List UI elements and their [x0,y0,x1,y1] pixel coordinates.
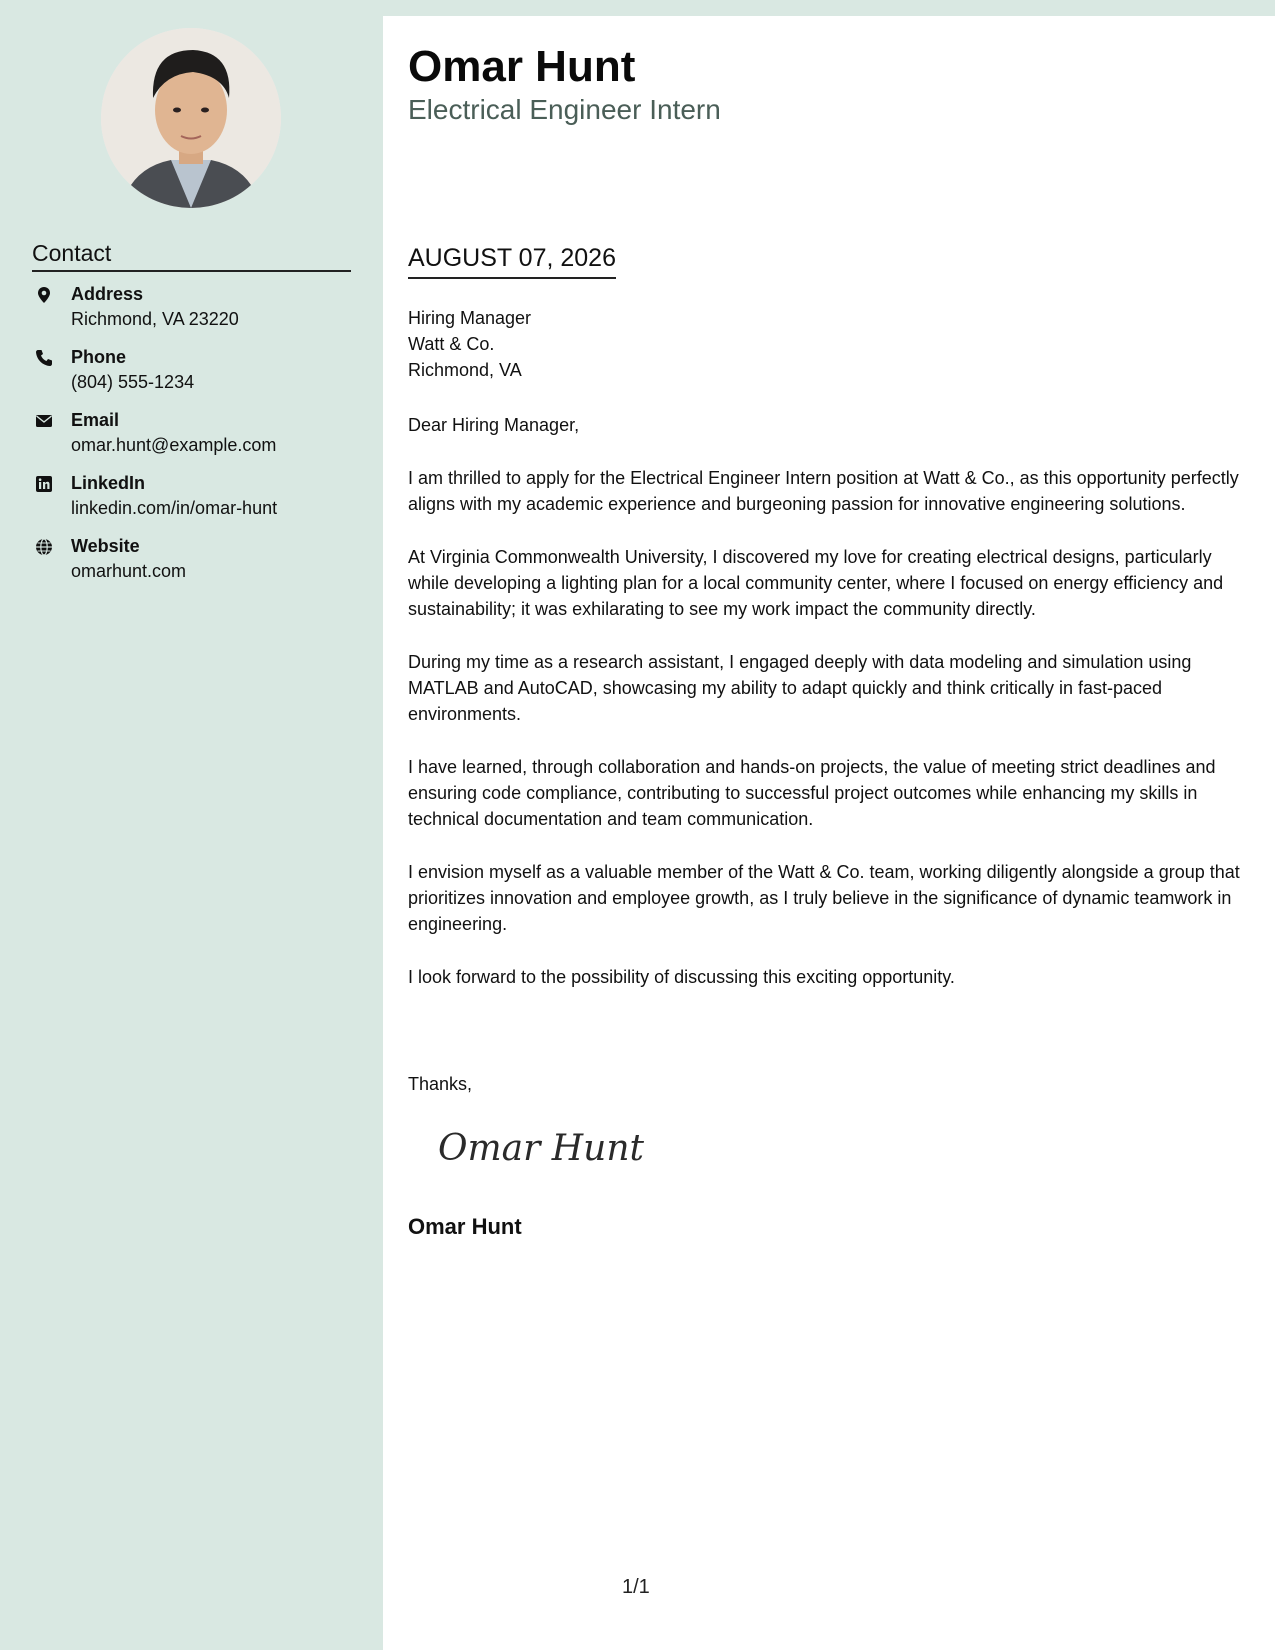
contact-list [32,284,362,599]
greeting: Dear Hiring Manager, [408,415,580,435]
contact-item-website [32,536,362,599]
contact-item-email [32,410,362,473]
recipient-line: Watt & Co. [408,334,495,354]
applicant-name: Omar Hunt [408,42,636,91]
signer-name: Omar Hunt [408,1214,522,1239]
recipient-line: Hiring Manager [408,308,532,328]
contact-label: Email [71,410,120,430]
envelope-icon [35,412,53,430]
body-paragraph: I have learned, through collaboration and hands-on projects, the value of meeting strict deadlines and ensuring code compliance, contributing to successful project outcomes while enhancing my skills in technical documentation and team communication. [408,757,1216,829]
applicant-role: Electrical Engineer Intern [408,94,721,125]
globe-icon [35,538,53,556]
map-pin-icon [35,286,53,304]
body-paragraph: During my time as a research assistant, I engaged deeply with data modeling and simulation using MATLAB and AutoCAD, showcasing my ability to adapt quickly and think critically in fast-paced environments. [408,652,1192,724]
letter-body [408,412,1253,1017]
closing: Thanks, [408,1074,473,1094]
contact-value: linkedin.com/in/omar-hunt [71,498,278,518]
contact-item-phone [32,347,362,410]
contact-value: omar.hunt@example.com [71,435,277,455]
letter-main [383,16,1275,1650]
contact-value: omarhunt.com [71,561,187,581]
body-paragraph: I envision myself as a valuable member of the Watt & Co. team, working diligently alongside a group that prioritizes innovation and employee growth, as I truly believe in the significance of dynamic teamwork in engineering. [408,862,1240,934]
contact-item-linkedin [32,473,362,536]
signature: Omar Hunt [438,1128,644,1169]
letter-date: AUGUST 07, 2026 [408,244,616,279]
body-paragraph: I look forward to the possibility of discussing this exciting opportunity. [408,967,955,987]
contact-label: Phone [71,347,127,367]
body-paragraph: At Virginia Commonwealth University, I discovered my love for creating electrical designs, particularly while developing a lighting plan for a local community center, where I focused on energy efficiency and sustainability; it was exhilarating to see my work impact the community directly. [408,547,1224,619]
contact-label: LinkedIn [71,473,146,493]
sidebar [0,0,383,1650]
phone-icon [35,349,53,367]
recipient-line: Richmond, VA [408,360,522,380]
profile-photo [101,28,281,208]
contact-label: Address [71,284,144,304]
page-number: 1/1 [622,1576,650,1598]
contact-label: Website [71,536,140,556]
recipient-block [408,305,531,383]
contact-value: (804) 555-1234 [71,372,195,392]
contact-heading: Contact [32,240,351,272]
contact-value: Richmond, VA 23220 [71,309,239,329]
contact-item-address [32,284,362,347]
body-paragraph: I am thrilled to apply for the Electrical Engineer Intern position at Watt & Co., as this opportunity perfectly aligns with my academic experience and burgeoning passion for innovative engineering solutions. [408,468,1239,514]
linkedin-icon [35,475,53,493]
